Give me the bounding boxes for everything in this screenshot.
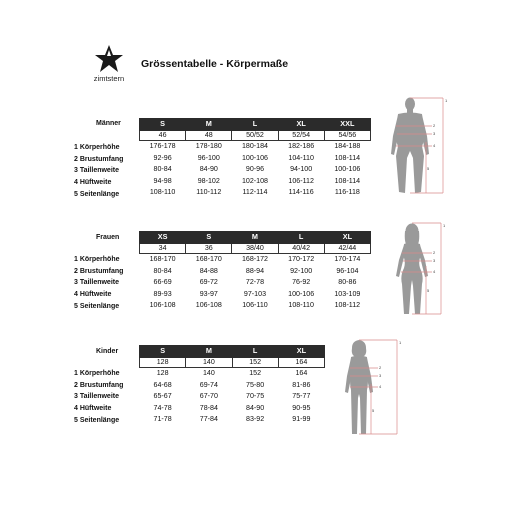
table-cell: 66-69 xyxy=(153,278,172,287)
table-cell: 84-90 xyxy=(199,165,218,174)
table-cell: 103-109 xyxy=(334,289,361,298)
size-number: 54/56 xyxy=(324,130,370,141)
table-cell: 182-186 xyxy=(288,142,315,150)
table-row xyxy=(140,187,371,199)
table-cell: 100-106 xyxy=(334,165,361,174)
section-label-kinder: Kinder xyxy=(96,348,119,355)
table-cell: 106-108 xyxy=(149,301,176,310)
row-labels-maenner xyxy=(74,142,123,201)
size-number: 128 xyxy=(140,357,186,368)
size-table-kinder xyxy=(139,345,325,426)
figure-number: 2 xyxy=(433,250,436,255)
table-cell: 83-92 xyxy=(246,415,265,424)
table-cell: 108-110 xyxy=(149,188,176,197)
table-cell: 96-100 xyxy=(197,153,220,162)
table-cell: 88-94 xyxy=(245,266,265,275)
size-table-frauen xyxy=(139,231,371,312)
table-cell: 112-114 xyxy=(242,188,268,197)
row-label: 4 Hüftweite xyxy=(74,179,112,187)
table-row xyxy=(140,403,325,415)
table-cell: 67-70 xyxy=(199,392,218,401)
table-cell: 92-100 xyxy=(290,266,313,275)
table-cell: 102-108 xyxy=(241,176,268,185)
row-label: 2 Brustumfang xyxy=(74,381,124,389)
table-cell: 170-172 xyxy=(288,255,315,263)
table-cell: 64-68 xyxy=(153,380,172,389)
table-row xyxy=(140,254,371,266)
table-cell: 108-112 xyxy=(334,301,361,310)
table-cell: 84-88 xyxy=(199,266,218,275)
size-header: M xyxy=(186,346,232,358)
size-number: 34 xyxy=(140,243,186,254)
table-cell: 116-118 xyxy=(334,188,360,197)
size-number: 140 xyxy=(186,357,232,368)
table-cell: 78-84 xyxy=(199,403,218,412)
size-header: XL xyxy=(278,119,324,131)
table-cell: 168-172 xyxy=(241,255,268,263)
table-cell: 128 xyxy=(156,369,169,377)
table-cell: 176-178 xyxy=(149,142,176,150)
table-cell: 74-78 xyxy=(153,403,172,412)
table-row xyxy=(140,164,371,176)
size-number: 46 xyxy=(140,130,186,141)
table-cell: 104-110 xyxy=(288,153,314,162)
size-header-row xyxy=(140,346,325,358)
figure-number: 1 xyxy=(445,98,448,103)
size-number: 40/42 xyxy=(278,243,324,254)
table-cell: 77-84 xyxy=(199,415,218,424)
size-header: L xyxy=(232,119,278,131)
table-row xyxy=(140,380,325,392)
size-table-maenner xyxy=(139,118,371,199)
male-body-figure xyxy=(386,96,448,198)
table-cell: 90-96 xyxy=(245,165,265,174)
table-cell: 180-184 xyxy=(241,142,268,150)
size-header: S xyxy=(140,346,186,358)
zimtstern-star-logo-icon xyxy=(94,44,124,74)
table-cell: 69-74 xyxy=(199,380,218,389)
table-cell: 80-86 xyxy=(338,278,357,287)
table-cell: 152 xyxy=(249,369,262,377)
table-cell: 92-96 xyxy=(153,153,172,162)
table-cell: 93-97 xyxy=(199,289,218,298)
table-row xyxy=(140,153,371,165)
table-cell: 100-106 xyxy=(288,289,315,298)
row-label: 5 Seitenlänge xyxy=(74,416,120,424)
row-label: 1 Körperhöhe xyxy=(74,144,120,151)
table-cell: 90-95 xyxy=(292,403,311,412)
table-row xyxy=(140,176,371,188)
table-cell: 170-174 xyxy=(334,255,361,263)
row-label: 3 Taillenweite xyxy=(74,393,119,401)
table-row xyxy=(140,266,371,278)
table-row xyxy=(140,414,325,426)
child-body-figure xyxy=(340,338,402,443)
section-label-frauen: Frauen xyxy=(96,234,120,241)
table-cell: 89-93 xyxy=(153,289,172,298)
size-number: 36 xyxy=(186,243,232,254)
size-header-row xyxy=(140,232,371,244)
table-cell: 110-112 xyxy=(196,188,222,197)
size-header: M xyxy=(186,119,232,131)
table-cell: 76-92 xyxy=(292,278,311,287)
size-header: L xyxy=(232,346,278,358)
figure-number: 5 xyxy=(427,166,430,171)
row-label: 1 Körperhöhe xyxy=(74,256,120,263)
figure-number: 3 xyxy=(433,131,436,136)
table-row xyxy=(140,277,371,289)
figure-number: 4 xyxy=(433,269,436,274)
section-label-maenner: Männer xyxy=(96,120,121,127)
size-number: 48 xyxy=(186,130,232,141)
table-cell: 75-77 xyxy=(292,392,311,401)
table-cell: 65-67 xyxy=(153,392,172,401)
brand-logo xyxy=(86,44,132,90)
table-cell: 80-84 xyxy=(153,165,172,174)
size-number-row xyxy=(140,357,325,368)
table-cell: 106-112 xyxy=(288,176,314,185)
table-row xyxy=(140,300,371,312)
row-label: 1 Körperhöhe xyxy=(74,370,120,377)
size-header: M xyxy=(232,232,278,244)
table-cell: 70-75 xyxy=(246,392,265,401)
female-body-figure xyxy=(390,222,446,317)
size-header: XXL xyxy=(324,119,370,131)
size-number: 52/54 xyxy=(278,130,324,141)
figure-number: 4 xyxy=(433,143,436,148)
row-label: 5 Seitenlänge xyxy=(74,302,120,310)
page-title: Grössentabelle - Körpermaße xyxy=(141,58,289,70)
size-number-row xyxy=(140,243,371,254)
figure-number: 2 xyxy=(379,365,382,370)
size-header: L xyxy=(278,232,324,244)
row-label: 4 Hüftweite xyxy=(74,405,112,413)
table-cell: 178-180 xyxy=(195,142,222,150)
table-cell: 168-170 xyxy=(195,255,222,263)
table-row xyxy=(140,391,325,403)
table-cell: 108-110 xyxy=(288,301,314,310)
row-label: 3 Taillenweite xyxy=(74,279,119,287)
figure-number: 3 xyxy=(379,373,382,378)
table-cell: 75-80 xyxy=(246,380,265,389)
table-cell: 106-108 xyxy=(195,301,222,310)
figure-number: 5 xyxy=(427,288,430,293)
table-cell: 71-78 xyxy=(153,415,172,424)
table-cell: 114-116 xyxy=(288,188,314,197)
table-cell: 184-188 xyxy=(334,142,361,150)
row-label: 4 Hüftweite xyxy=(74,291,112,299)
figure-number: 2 xyxy=(433,123,436,128)
table-row xyxy=(140,368,325,380)
row-label: 3 Taillenweite xyxy=(74,167,119,175)
table-cell: 91-99 xyxy=(292,415,311,424)
size-header: XS xyxy=(140,232,186,244)
figure-number: 4 xyxy=(379,384,382,389)
size-header: S xyxy=(140,119,186,131)
figure-number: 5 xyxy=(372,408,375,413)
table-cell: 98-102 xyxy=(197,176,220,185)
table-cell: 94-100 xyxy=(290,165,313,174)
table-cell: 140 xyxy=(202,369,215,377)
row-labels-frauen xyxy=(74,254,123,313)
size-header: XL xyxy=(324,232,370,244)
table-cell: 108-114 xyxy=(334,153,361,162)
size-number: 42/44 xyxy=(324,243,370,254)
size-number: 50/52 xyxy=(232,130,278,141)
table-row xyxy=(140,141,371,153)
table-cell: 108-114 xyxy=(334,176,361,185)
figure-number: 1 xyxy=(443,223,446,228)
size-number: 164 xyxy=(278,357,324,368)
size-number-row xyxy=(140,130,371,141)
row-labels-kinder xyxy=(74,368,123,427)
size-number: 152 xyxy=(232,357,278,368)
table-row xyxy=(140,289,371,301)
size-header: S xyxy=(186,232,232,244)
table-cell: 94-98 xyxy=(153,176,172,185)
size-number: 38/40 xyxy=(232,243,278,254)
row-label: 2 Brustumfang xyxy=(74,267,124,275)
row-label: 5 Seitenlänge xyxy=(74,190,120,198)
table-cell: 97-103 xyxy=(243,289,267,298)
figure-number: 1 xyxy=(399,340,402,345)
row-label: 2 Brustumfang xyxy=(74,155,124,163)
table-cell: 80-84 xyxy=(153,266,172,275)
table-cell: 84-90 xyxy=(246,403,265,412)
table-cell: 168-170 xyxy=(149,255,176,263)
size-header-row xyxy=(140,119,371,131)
table-cell: 69-72 xyxy=(199,278,218,287)
table-cell: 96-104 xyxy=(336,266,359,275)
size-header: XL xyxy=(278,346,324,358)
brand-name: zimtstern xyxy=(93,74,125,83)
table-cell: 81-86 xyxy=(292,380,311,389)
table-cell: 164 xyxy=(295,369,308,377)
table-cell: 72-78 xyxy=(245,278,265,287)
table-cell: 106-110 xyxy=(242,301,268,310)
figure-number: 3 xyxy=(433,258,436,263)
table-cell: 100-106 xyxy=(241,153,268,162)
